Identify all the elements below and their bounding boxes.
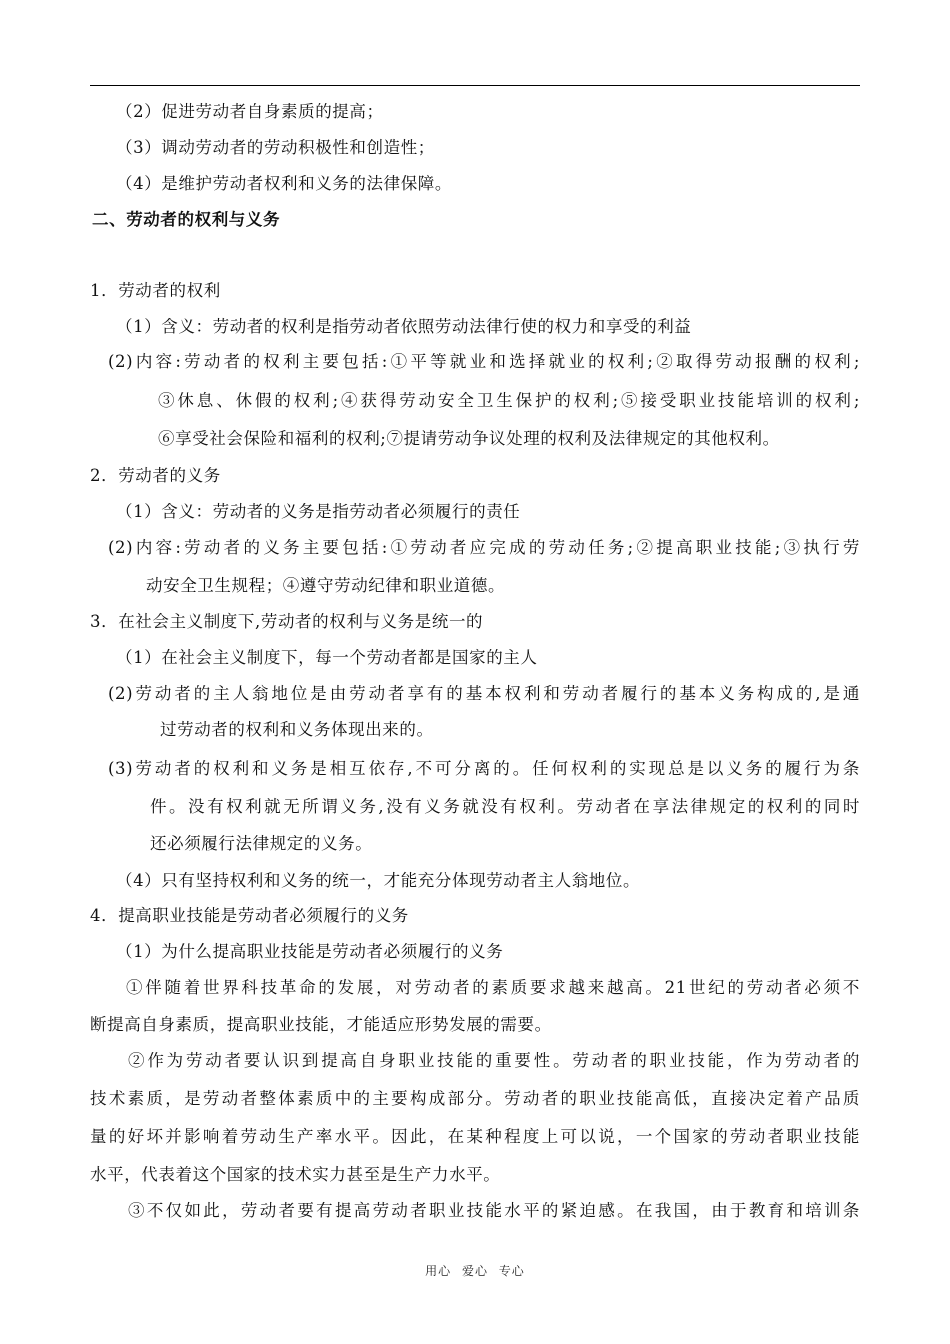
skills-para-2-line-4: 水平，代表着这个国家的技术实力甚至是生产力水平。 [90, 1165, 501, 1184]
rights-definition: （1）含义：劳动者的权利是指劳动者依照劳动法律行使的权力和享受的利益 [116, 317, 692, 336]
skills-question: （1）为什么提高职业技能是劳动者必须履行的义务 [116, 942, 504, 961]
unity-point-3-line-2: 件。没有权利就无所谓义务,没有义务就没有权利。劳动者在享法律规定的权利的同时 [150, 797, 860, 816]
rights-content-line-1: (2)内容:劳动者的权利主要包括:①平等就业和选择就业的权利;②取得劳动报酬的权利; [108, 352, 860, 371]
rights-content-line-3: ⑥享受社会保险和福利的权利;⑦提请劳动争议处理的权利及法律规定的其他权利。 [158, 429, 780, 448]
subheading-rights: 1．劳动者的权利 [90, 281, 221, 300]
unity-point-1: （1）在社会主义制度下，每一个劳动者都是国家的主人 [116, 648, 538, 667]
skills-para-2-line-2: 技术素质，是劳动者整体素质中的主要构成部分。劳动者的职业技能高低，直接决定着产品质 [90, 1089, 860, 1108]
skills-para-2-line-1: ②作为劳动者要认识到提高自身职业技能的重要性。劳动者的职业技能，作为劳动者的 [128, 1051, 860, 1070]
duties-content-line-2: 动安全卫生规程；④遵守劳动纪律和职业道德。 [146, 576, 506, 595]
skills-para-1-line-1: ①伴随着世界科技革命的发展，对劳动者的素质要求越来越高。21世纪的劳动者必须不 [126, 978, 860, 997]
subheading-unity: 3．在社会主义制度下,劳动者的权利与义务是统一的 [90, 612, 484, 631]
skills-para-2-line-3: 量的好坏并影响着劳动生产率水平。因此，在某种程度上可以说，一个国家的劳动者职业技能 [90, 1127, 860, 1146]
section-heading-rights-duties: 二、劳动者的权利与义务 [92, 210, 281, 229]
header-rule [90, 85, 860, 86]
unity-point-2-line-1: (2)劳动者的主人翁地位是由劳动者享有的基本权利和劳动者履行的基本义务构成的,是通 [108, 684, 860, 703]
unity-point-3-line-1: (3)劳动者的权利和义务是相互依存,不可分离的。任何权利的实现总是以义务的履行为条 [108, 759, 860, 778]
unity-point-4: （4）只有坚持权利和义务的统一，才能充分体现劳动者主人翁地位。 [116, 871, 641, 890]
list-item-3: （3）调动劳动者的劳动积极性和创造性； [116, 138, 435, 157]
duties-definition: （1）含义：劳动者的义务是指劳动者必须履行的责任 [116, 502, 521, 521]
unity-point-3-line-3: 还必须履行法律规定的义务。 [150, 834, 373, 853]
subheading-duties: 2．劳动者的义务 [90, 466, 221, 485]
list-item-2: （2）促进劳动者自身素质的提高； [116, 102, 384, 121]
rights-content-line-2: ③休息、休假的权利;④获得劳动安全卫生保护的权利;⑤接受职业技能培训的权利; [158, 391, 860, 410]
duties-content-line-1: (2)内容:劳动者的义务主要包括:①劳动者应完成的劳动任务;②提高职业技能;③执行劳 [108, 538, 860, 557]
unity-point-2-line-2: 过劳动者的权利和义务体现出来的。 [160, 720, 434, 739]
page-footer: 用心 爱心 专心 [425, 1264, 525, 1278]
skills-para-1-line-2: 断提高自身素质，提高职业技能，才能适应形势发展的需要。 [90, 1015, 552, 1034]
list-item-4: （4）是维护劳动者权利和义务的法律保障。 [116, 174, 452, 193]
skills-para-3-line-1: ③不仅如此，劳动者要有提高劳动者职业技能水平的紧迫感。在我国，由于教育和培训条 [128, 1201, 860, 1220]
subheading-skills: 4．提高职业技能是劳动者必须履行的义务 [90, 906, 409, 925]
